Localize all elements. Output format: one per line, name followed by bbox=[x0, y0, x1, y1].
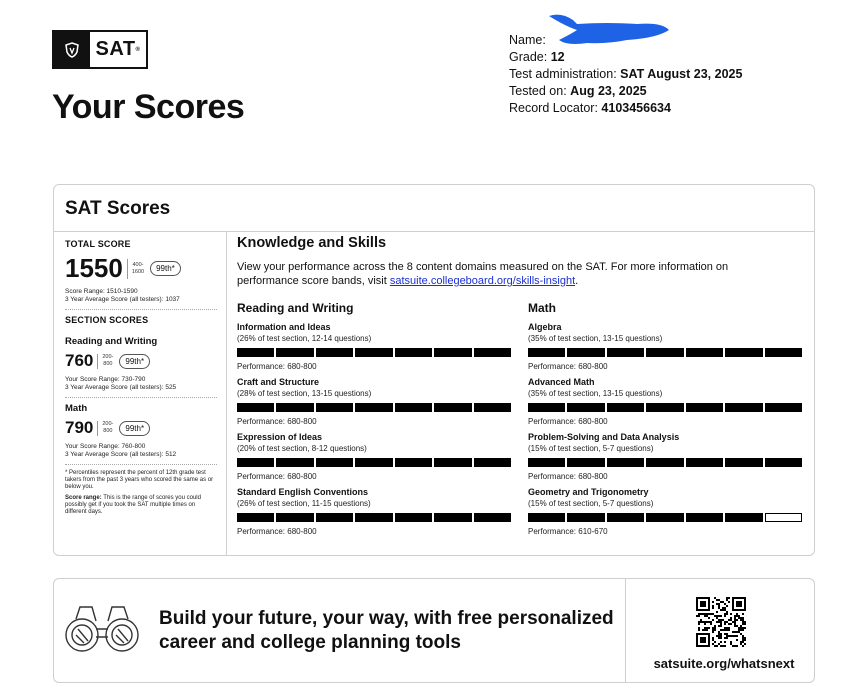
score-range: Your Score Range: 730-790 bbox=[65, 376, 146, 383]
performance-segment bbox=[607, 348, 644, 357]
performance-segment bbox=[276, 458, 313, 467]
performance-segment bbox=[725, 513, 762, 522]
admin-label: Test administration: bbox=[509, 67, 617, 81]
registered-mark: ® bbox=[135, 46, 141, 53]
performance-segment bbox=[686, 513, 723, 522]
sat-logo bbox=[52, 30, 148, 69]
math-domains bbox=[528, 301, 803, 542]
performance-segment bbox=[395, 458, 432, 467]
performance-range: Performance: 680-800 bbox=[528, 362, 608, 371]
performance-bar bbox=[528, 403, 802, 412]
performance-segment bbox=[765, 513, 802, 522]
performance-segment bbox=[765, 348, 802, 357]
performance-segment bbox=[355, 513, 392, 522]
performance-segment bbox=[765, 458, 802, 467]
performance-bar bbox=[237, 403, 511, 412]
performance-range: Performance: 680-800 bbox=[528, 417, 608, 426]
performance-segment bbox=[607, 458, 644, 467]
rw-heading: Reading and Writing bbox=[237, 301, 354, 315]
performance-range: Performance: 680-800 bbox=[237, 527, 317, 536]
skills-insight-link[interactable]: satsuite.collegeboard.org/skills-insight bbox=[389, 275, 576, 287]
domain-name: Algebra bbox=[528, 322, 562, 332]
domain-item bbox=[528, 487, 803, 542]
tested-value: Aug 23, 2025 bbox=[570, 84, 647, 98]
performance-segment bbox=[276, 348, 313, 357]
performance-segment bbox=[237, 348, 274, 357]
domain-weight: (28% of test section, 13-15 questions) bbox=[237, 389, 372, 398]
performance-bar bbox=[528, 348, 802, 357]
percentile-badge: 99th* bbox=[150, 261, 181, 276]
domain-weight: (15% of test section, 5-7 questions) bbox=[528, 499, 654, 508]
grade-value: 12 bbox=[550, 50, 565, 64]
score-scale: 200- 800 bbox=[102, 354, 114, 367]
performance-bar bbox=[237, 513, 511, 522]
domain-item bbox=[237, 487, 512, 542]
performance-segment bbox=[276, 513, 313, 522]
performance-segment bbox=[434, 458, 471, 467]
performance-segment bbox=[474, 513, 511, 522]
performance-segment bbox=[646, 513, 683, 522]
name-redaction bbox=[547, 10, 672, 50]
performance-segment bbox=[567, 458, 604, 467]
percentile-note: * Percentiles represent the percent of 12th grade test takers from the past 3 years who scored the same as or below you. bbox=[65, 470, 214, 490]
performance-range: Performance: 680-800 bbox=[237, 417, 317, 426]
performance-segment bbox=[434, 348, 471, 357]
total-score-label: TOTAL SCORE bbox=[65, 239, 131, 249]
performance-segment bbox=[646, 458, 683, 467]
name-label: Name: bbox=[509, 33, 546, 47]
performance-segment bbox=[237, 403, 274, 412]
performance-segment bbox=[474, 458, 511, 467]
domain-weight: (26% of test section, 11-15 questions) bbox=[237, 499, 371, 508]
domain-weight: (35% of test section, 13-15 questions) bbox=[528, 334, 663, 343]
domain-weight: (20% of test section, 8-12 questions) bbox=[237, 444, 367, 453]
tested-label: Tested on: bbox=[509, 84, 567, 98]
score-scale: 400- 1600 bbox=[131, 261, 145, 275]
domain-name: Geometry and Trigonometry bbox=[528, 487, 649, 497]
divider bbox=[625, 579, 626, 682]
domain-name: Craft and Structure bbox=[237, 377, 320, 387]
average-score: 3 Year Average Score (all testers): 1037 bbox=[65, 296, 180, 303]
performance-segment bbox=[686, 348, 723, 357]
performance-range: Performance: 610-670 bbox=[528, 527, 608, 536]
page-title: Your Scores bbox=[52, 88, 245, 126]
domain-weight: (26% of test section, 12-14 questions) bbox=[237, 334, 372, 343]
performance-segment bbox=[528, 403, 565, 412]
section-scores-label: SECTION SCORES bbox=[65, 315, 149, 325]
domain-weight: (35% of test section, 13-15 questions) bbox=[528, 389, 663, 398]
score-scale: 200- 800 bbox=[102, 421, 114, 434]
performance-segment bbox=[607, 513, 644, 522]
performance-segment bbox=[725, 403, 762, 412]
domain-item bbox=[237, 377, 512, 432]
ks-description: View your performance across the 8 content domains measured on the SAT. For more information on performance score bands, visit satsuite.collegeboard.org/skills-insight. bbox=[237, 261, 729, 287]
knowledge-skills bbox=[237, 235, 805, 542]
grade-label: Grade: bbox=[509, 50, 548, 64]
qr-code-icon[interactable] bbox=[696, 597, 746, 647]
sat-scores-card bbox=[53, 184, 815, 556]
performance-bar bbox=[528, 513, 802, 522]
score-range: Your Score Range: 760-800 bbox=[65, 443, 146, 450]
performance-segment bbox=[567, 348, 604, 357]
performance-bar bbox=[237, 348, 511, 357]
performance-segment bbox=[434, 513, 471, 522]
performance-segment bbox=[528, 513, 565, 522]
performance-segment bbox=[725, 458, 762, 467]
performance-bar bbox=[528, 458, 802, 467]
performance-segment bbox=[395, 513, 432, 522]
domain-name: Standard English Conventions bbox=[237, 487, 369, 497]
domain-item bbox=[528, 322, 803, 377]
performance-segment bbox=[725, 348, 762, 357]
domain-weight: (15% of test section, 5-7 questions) bbox=[528, 444, 654, 453]
rw-domains bbox=[237, 301, 512, 542]
math-score: 790 bbox=[65, 418, 94, 437]
performance-segment bbox=[474, 403, 511, 412]
domain-item bbox=[528, 432, 803, 487]
performance-segment bbox=[646, 403, 683, 412]
performance-range: Performance: 680-800 bbox=[237, 472, 317, 481]
total-score: 1550 bbox=[65, 253, 123, 283]
performance-segment bbox=[646, 348, 683, 357]
domain-name: Problem-Solving and Data Analysis bbox=[528, 432, 680, 442]
performance-segment bbox=[474, 348, 511, 357]
performance-bar bbox=[237, 458, 511, 467]
domain-name: Expression of Ideas bbox=[237, 432, 323, 442]
locator-value: 4103456634 bbox=[601, 101, 671, 115]
performance-segment bbox=[355, 403, 392, 412]
locator-label: Record Locator: bbox=[509, 101, 598, 115]
performance-segment bbox=[434, 403, 471, 412]
performance-segment bbox=[276, 403, 313, 412]
domain-name: Advanced Math bbox=[528, 377, 595, 387]
performance-segment bbox=[395, 403, 432, 412]
percentile-badge: 99th* bbox=[119, 354, 150, 369]
math-heading: Math bbox=[528, 301, 556, 315]
domain-item bbox=[528, 377, 803, 432]
shield-icon bbox=[54, 32, 90, 67]
performance-segment bbox=[567, 513, 604, 522]
performance-segment bbox=[355, 458, 392, 467]
card-title: SAT Scores bbox=[65, 198, 171, 219]
performance-segment bbox=[316, 403, 353, 412]
performance-segment bbox=[395, 348, 432, 357]
promo-card bbox=[53, 578, 815, 683]
performance-segment bbox=[237, 458, 274, 467]
performance-segment bbox=[316, 458, 353, 467]
performance-segment bbox=[237, 513, 274, 522]
performance-segment bbox=[316, 513, 353, 522]
rw-label: Reading and Writing bbox=[65, 336, 158, 347]
domain-item bbox=[237, 432, 512, 487]
performance-range: Performance: 680-800 bbox=[528, 472, 608, 481]
rw-score: 760 bbox=[65, 351, 94, 370]
domain-item bbox=[237, 322, 512, 377]
math-label: Math bbox=[65, 403, 88, 414]
performance-segment bbox=[528, 458, 565, 467]
performance-segment bbox=[567, 403, 604, 412]
divider bbox=[54, 231, 814, 232]
performance-range: Performance: 680-800 bbox=[237, 362, 317, 371]
performance-segment bbox=[686, 458, 723, 467]
score-range-note: Score range: This is the range of scores you could possibly get if you took the SAT multiple times on different days. bbox=[65, 495, 201, 515]
domain-name: Information and Ideas bbox=[237, 322, 331, 332]
admin-value: SAT August 23, 2025 bbox=[620, 67, 743, 81]
score-range: Score Range: 1510-1590 bbox=[65, 288, 138, 295]
logo-text: SAT bbox=[95, 38, 136, 60]
average-score: 3 Year Average Score (all testers): 525 bbox=[65, 384, 177, 391]
binoculars-icon bbox=[62, 599, 142, 661]
score-summary bbox=[65, 239, 217, 516]
performance-segment bbox=[528, 348, 565, 357]
performance-segment bbox=[607, 403, 644, 412]
promo-headline: Build your future, your way, with free personalized career and college planning tools bbox=[159, 608, 614, 653]
average-score: 3 Year Average Score (all testers): 512 bbox=[65, 451, 177, 458]
percentile-badge: 99th* bbox=[119, 421, 150, 436]
performance-segment bbox=[316, 348, 353, 357]
ks-title: Knowledge and Skills bbox=[237, 235, 387, 251]
performance-segment bbox=[686, 403, 723, 412]
divider bbox=[226, 231, 227, 555]
performance-segment bbox=[355, 348, 392, 357]
promo-url[interactable]: satsuite.org/whatsnext bbox=[653, 656, 795, 671]
performance-segment bbox=[765, 403, 802, 412]
